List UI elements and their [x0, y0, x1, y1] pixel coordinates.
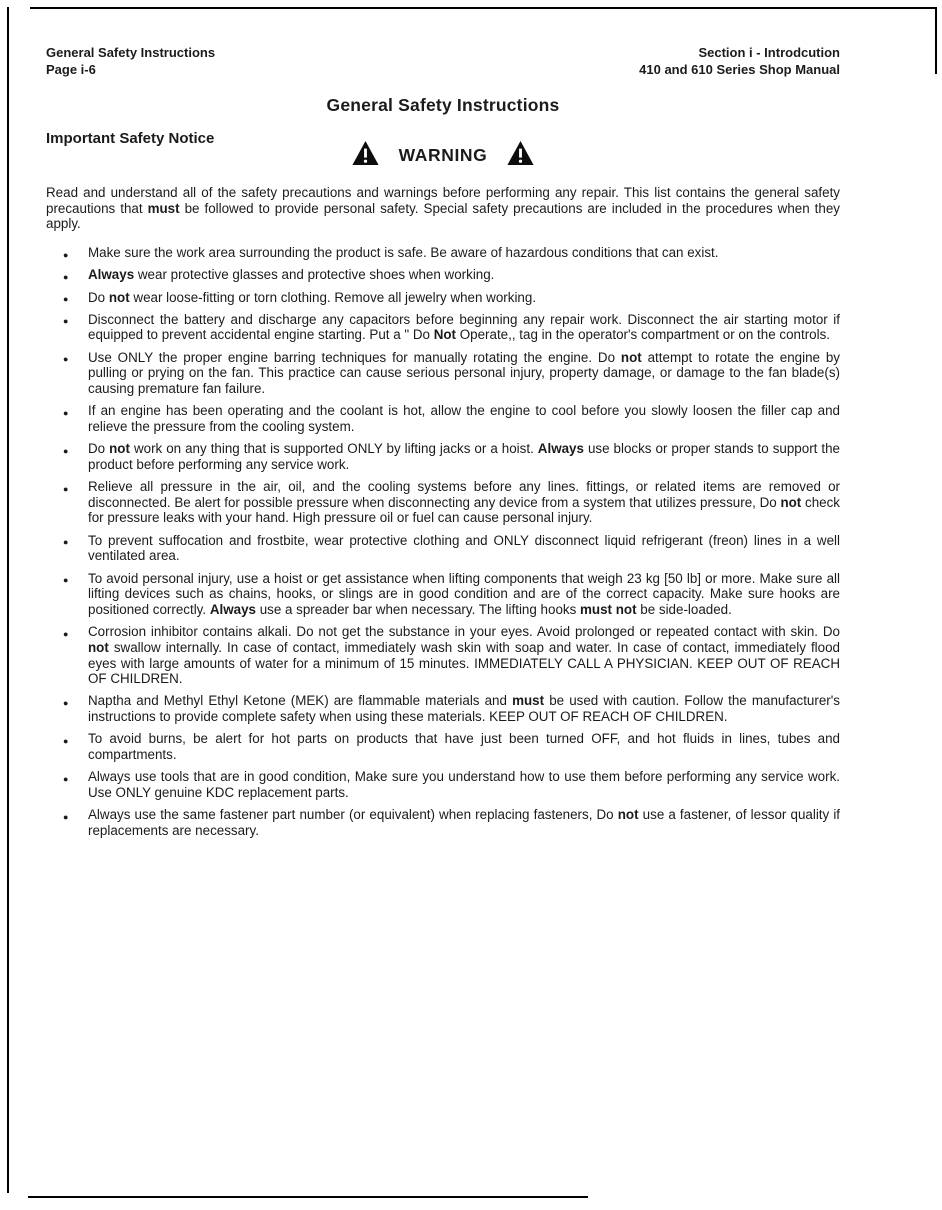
text-segment: be used with caution. Follow the manufacturer's instructions to provide complete safety when using these materials. KEEP OUT OF REACH OF CHILDREN. — [88, 693, 840, 725]
emphasis-text: must not — [580, 601, 637, 617]
safety-bullet-item — [46, 441, 840, 472]
emphasis-text: Not — [433, 327, 457, 343]
emphasis-text: Always — [537, 441, 584, 457]
text-segment: Do — [88, 289, 109, 305]
emphasis-text: Always — [209, 601, 256, 617]
emphasis-text: not — [617, 807, 639, 823]
safety-bullet-item — [46, 769, 840, 800]
safety-bullet-item — [46, 479, 840, 526]
safety-bullet-item — [46, 267, 840, 283]
header-page-number: Page i-6 — [46, 61, 96, 77]
page-header — [46, 45, 840, 78]
text-segment: Corrosion inhibitor contains alkali. Do not get the substance in your eyes. Avoid prolonged or repeated contact with skin. Do — [88, 624, 840, 640]
text-segment: Relieve all pressure in the air, oil, and the cooling systems before any lines. fittings, or related items are removed or disconnected. Be alert for possible pressure when disconnecting any device from a system that utilizes pressure, Do — [88, 479, 840, 510]
intro-paragraph — [46, 185, 840, 232]
text-segment: Make sure the work area surrounding the product is safe. Be aware of hazardous conditions that can exist. — [88, 245, 719, 261]
text-segment: use a fastener, of lessor quality if replacements are necessary. — [88, 807, 841, 838]
safety-bullet-item — [46, 731, 840, 762]
header-right — [639, 45, 840, 78]
safety-bullet-list — [46, 245, 840, 839]
header-section-title: General Safety Instructions — [46, 45, 216, 60]
text-segment: swallow internally. In case of contact, immediately wash skin with soap and water. In case of contact, immediately flood eyes with large amounts of water for a minimum of 15 minutes. IMMEDIATELY CALL A PHYSICIAN. KEEP OUT OF REACH OF CHILDREN. — [88, 639, 840, 687]
text-segment: check for pressure leaks with your hand. High pressure oil or fuel can cause personal injury. — [88, 494, 840, 526]
warning-label: WARNING — [398, 145, 488, 165]
text-segment: use a spreader bar when necessary. The lifting hooks — [255, 601, 581, 617]
safety-bullet-item — [46, 290, 840, 306]
text-segment: work on any thing that is supported ONLY by lifting jacks or a hoist. — [129, 441, 538, 457]
safety-bullet-item — [46, 403, 840, 434]
text-segment: be followed to provide personal safety. Special safety precautions are included in the procedures when they apply. — [46, 200, 840, 232]
safety-bullet-item — [46, 312, 840, 343]
text-segment: Disconnect the battery and discharge any capacitors before beginning any repair work. Disconnect the air starting motor if equipped to prevent accidental engine starting. Put a " Do — [88, 311, 840, 343]
safety-bullet-item — [46, 807, 840, 838]
safety-bullet-item — [46, 350, 840, 397]
text-segment: Always use the same fastener part number (or equivalent) when replacing fasteners, Do — [88, 807, 618, 823]
text-segment: wear protective glasses and protective shoes when working. — [134, 267, 495, 283]
scan-edge-top — [30, 7, 937, 9]
emphasis-text: not — [109, 441, 130, 457]
text-segment: If an engine has been operating and the coolant is hot, allow the engine to cool before you slowly loosen the filler cap and relieve the pressure from the cooling system. — [88, 403, 840, 434]
warning-triangle-icon — [507, 141, 534, 170]
safety-bullet-item — [46, 571, 840, 618]
scan-edge-left — [7, 7, 9, 1193]
emphasis-text: not — [88, 639, 109, 655]
warning-triangle-icon — [352, 141, 379, 170]
text-segment: use blocks or proper stands to support the product before performing any service work. — [88, 441, 840, 472]
text-segment: attempt to rotate the engine by pulling or prying on the fan. This practice can cause serious personal injury, property damage, or damage to the fan blade(s) causing premature fan failure. — [88, 349, 840, 397]
header-section-name: Section i - Introdcution — [698, 45, 840, 60]
text-segment: wear loose-fitting or torn clothing. Remove all jewelry when working. — [129, 289, 537, 305]
safety-bullet-item — [46, 533, 840, 564]
page-title: General Safety Instructions — [326, 95, 560, 115]
text-segment: Naptha and Methyl Ethyl Ketone (MEK) are flammable materials and — [88, 693, 513, 709]
text-segment: To avoid burns, be alert for hot parts on products that have just been turned OFF, and hot fluids in lines, tubes and compartments. — [88, 731, 840, 763]
notice-heading: Important Safety Notice — [46, 130, 215, 147]
text-segment: To avoid personal injury, use a hoist or get assistance when lifting components that weigh 23 kg [50 lb] or more. Make sure all lifting devices such as chains, hooks, or slings are in good condition and are of the correct capacity. Make sure hooks are positioned correctly. — [88, 570, 840, 617]
header-left — [46, 45, 215, 78]
text-segment: Use ONLY the proper engine barring techniques for manually rotating the engine. Do — [88, 349, 621, 365]
text-segment: Read and understand all of the safety precautions and warnings before performing any repair. This list contains the general safety precautions that — [46, 185, 840, 216]
text-segment: Always use tools that are in good condition, Make sure you understand how to use them before performing any service work. Use ONLY genuine KDC replacement parts. — [88, 769, 840, 800]
emphasis-text: must — [147, 200, 180, 216]
text-segment: To prevent suffocation and frostbite, wear protective clothing and ONLY disconnect liquid refrigerant (freon) lines in a well ventilated area. — [88, 532, 840, 564]
text-segment: Operate,, tag in the operator's compartment or on the controls. — [456, 327, 830, 343]
emphasis-text: not — [108, 289, 130, 305]
text-segment: Do — [88, 441, 110, 457]
emphasis-text: not — [780, 494, 802, 510]
safety-bullet-item — [46, 624, 840, 687]
header-manual-name: 410 and 610 Series Shop Manual — [639, 61, 840, 77]
emphasis-text: Always — [88, 267, 135, 283]
text-segment: be side-loaded. — [636, 601, 732, 617]
safety-bullet-item — [46, 693, 840, 724]
scan-edge-bottom — [28, 1196, 588, 1198]
emphasis-text: not — [620, 349, 642, 365]
emphasis-text: must — [512, 693, 545, 709]
safety-bullet-item — [46, 245, 840, 261]
scan-edge-right — [935, 8, 937, 74]
